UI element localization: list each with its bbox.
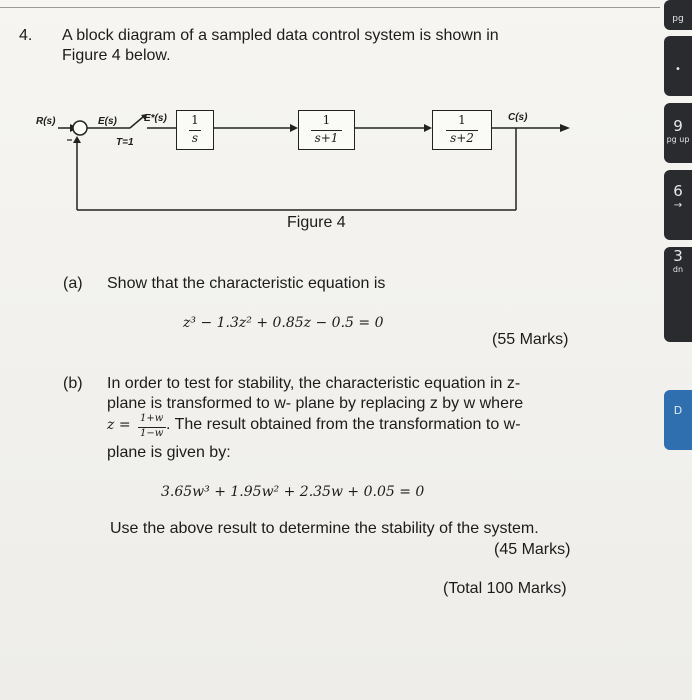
part-a-label: (a): [63, 275, 83, 292]
part-a-equation: z³ − 1.3z² + 0.85z − 0.5 = 0: [183, 315, 384, 331]
key-pg[interactable]: [664, 0, 692, 30]
sampled-label: E*(s): [144, 113, 167, 124]
key-6[interactable]: [664, 170, 692, 240]
key-9-label: 9: [673, 117, 683, 135]
block-1-denominator: s: [191, 131, 199, 145]
key-blue[interactable]: [664, 390, 692, 450]
part-b-line-1: In order to test for stability, the characteristic equation in z-: [107, 375, 521, 392]
part-b-line-4: plane is given by:: [107, 444, 231, 461]
input-label: R(s): [36, 116, 56, 127]
part-b-label: (b): [63, 375, 83, 392]
summing-junction: [73, 121, 87, 135]
feedback-arrowhead: [73, 136, 81, 143]
output-label: C(s): [508, 112, 528, 123]
part-b-frac-num: 1+w: [140, 413, 164, 424]
key-blank[interactable]: [664, 36, 692, 96]
key-pg-label: pg: [672, 14, 684, 24]
key-3-sub: dn: [672, 265, 684, 274]
intro-line-1: A block diagram of a sampled data control system is shown in: [62, 27, 499, 44]
right-arrow-icon: →: [673, 200, 683, 211]
part-b-marks: (45 Marks): [494, 541, 571, 558]
part-b-z-eq: z =: [107, 417, 131, 433]
key-blank-dot: •: [675, 64, 681, 75]
block-2-denominator: s+1: [314, 131, 339, 145]
figure-caption: Figure 4: [287, 214, 346, 231]
block-2-numerator: 1: [322, 113, 331, 127]
top-rule: [0, 7, 660, 8]
question-number: 4.: [19, 27, 33, 44]
block-3: [432, 110, 492, 150]
sampler-switch: [130, 117, 143, 128]
block-1-numerator: 1: [191, 113, 199, 127]
block-2: [298, 110, 355, 150]
part-b-line-2: plane is transformed to w- plane by replacing z by w where: [107, 395, 524, 412]
part-b-line-5: Use the above result to determine the stability of the system.: [110, 520, 539, 537]
output-arrowhead: [560, 124, 570, 132]
period-label: T=1: [116, 137, 134, 148]
key-3[interactable]: [664, 247, 692, 342]
error-label: E(s): [98, 116, 117, 127]
part-b-frac-den: 1−w: [140, 428, 164, 439]
link-1-2-arrowhead: [290, 124, 298, 132]
total-marks: (Total 100 Marks): [443, 580, 567, 597]
key-9[interactable]: [664, 103, 692, 163]
key-9-sub: pg up: [666, 135, 690, 144]
intro-line-2: Figure 4 below.: [62, 47, 171, 64]
part-b-line-3: . The result obtained from the transformation to w-: [166, 416, 521, 433]
part-b-equation: 3.65w³ + 1.95w² + 2.35w + 0.05 = 0: [161, 484, 425, 500]
link-2-3-arrowhead: [424, 124, 432, 132]
key-3-label: 3: [673, 247, 683, 265]
key-blue-label: D: [673, 404, 683, 417]
keyboard-edge: [664, 0, 692, 700]
key-6-label: 6: [673, 182, 683, 200]
block-3-numerator: 1: [458, 113, 466, 127]
part-a-text: Show that the characteristic equation is: [107, 275, 386, 292]
part-a-marks: (55 Marks): [492, 331, 569, 348]
block-1: [176, 110, 214, 150]
block-3-denominator: s+2: [450, 131, 474, 145]
